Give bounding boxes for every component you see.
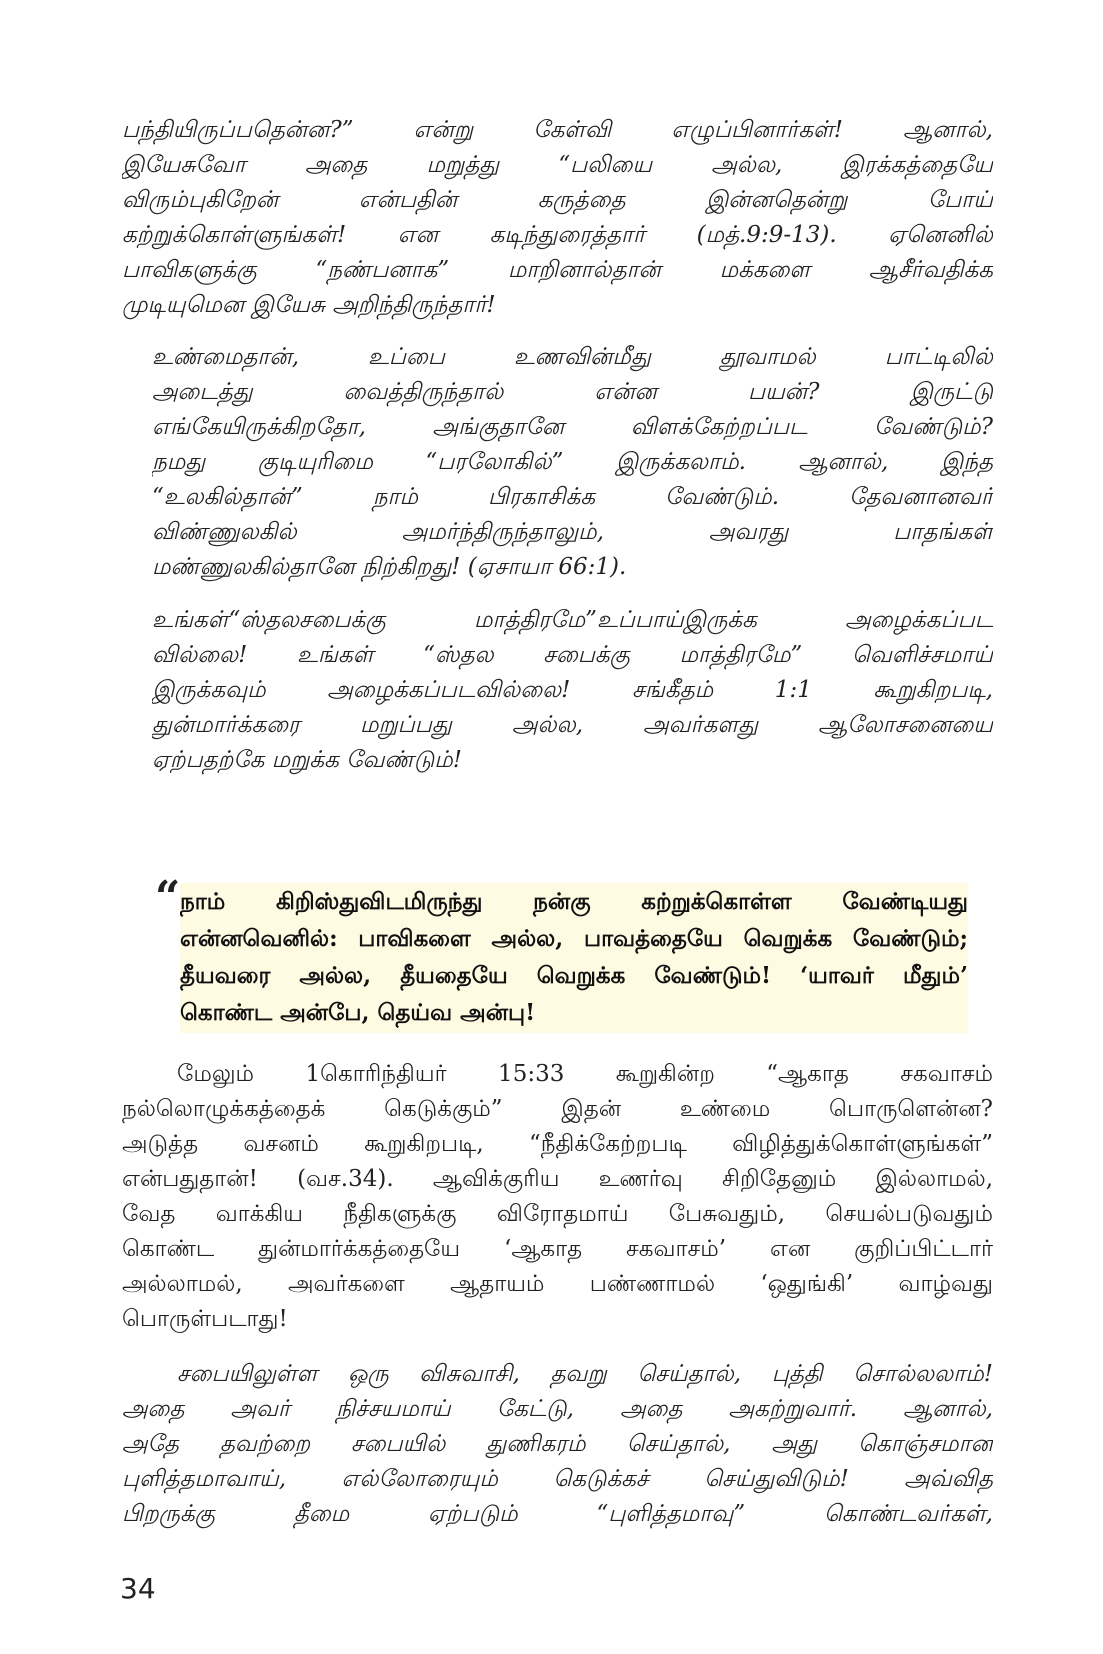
text-line: முடியுமென இயேசு அறிந்திருந்தார்! [122, 292, 496, 318]
text-line: கொண்ட துன்மார்க்கத்தையே ‘ஆகாத சகவாசம்’ என குறிப்பிட்டார் [122, 1236, 993, 1262]
text-line: உங்கள்“ஸ்தலசபைக்கு மாத்திரமே”உப்பாய்இருக்க அழைக்கப்பட [152, 607, 993, 633]
paragraph-1 [122, 113, 993, 323]
text-line: பிறருக்கு தீமை ஏற்படும் “புளித்தமாவு” கொண்டவர்கள், [122, 1501, 993, 1527]
highlighted-quote [180, 883, 968, 1033]
paragraph-3 [152, 603, 993, 778]
text-line: பந்தியிருப்பதென்ன?” என்று கேள்வி எழுப்பினார்கள்! ஆனால், [122, 117, 993, 143]
text-line: ஏற்பதற்கே மறுக்க வேண்டும்! [152, 747, 463, 773]
text-line: துன்மார்க்கரை மறுப்பது அல்ல, அவர்களது ஆலோசனையை [152, 712, 993, 738]
text-line: அதை அவர் நிச்சயமாய் கேட்டு, அதை அகற்றுவார். ஆனால், [122, 1396, 993, 1422]
text-line: நல்லொழுக்கத்தைக் கெடுக்கும்” இதன் உண்மை பொருளென்ன? [122, 1096, 993, 1122]
text-line: மண்ணுலகில்தானே நிற்கிறது! (ஏசாயா 66:1). [152, 554, 627, 580]
text-line: இயேசுவோ அதை மறுத்து “பலியை அல்ல, இரக்கத்தையே [122, 152, 993, 178]
text-line: உண்மைதான், உப்பை உணவின்மீது தூவாமல் பாட்டிலில் [152, 344, 993, 370]
text-line: அதே தவற்றை சபையில் துணிகரம் செய்தால், அது கொஞ்சமான [122, 1431, 993, 1457]
text-line: விரும்புகிறேன் என்பதின் கருத்தை இன்னதென்று போய் [122, 187, 993, 213]
text-line: சபையிலுள்ள ஒரு விசுவாசி, தவறு செய்தால், புத்தி சொல்லலாம்! [177, 1361, 993, 1387]
quote-line: என்னவெனில்: பாவிகளை அல்ல, பாவத்தையே வெறுக்க வேண்டும்; [180, 925, 968, 952]
text-line: “உலகில்தான்” நாம் பிரகாசிக்க வேண்டும். தேவனானவர் [152, 484, 993, 510]
quote-mark: “ [155, 872, 181, 923]
quote-line: கொண்ட அன்பே, தெய்வ அன்பு! [180, 999, 536, 1026]
text-line: வேத வாக்கிய நீதிகளுக்கு விரோதமாய் பேசுவதும், செயல்படுவதும் [122, 1201, 993, 1227]
paragraph-4 [122, 1057, 993, 1337]
text-line: புளித்தமாவாய், எல்லோரையும் கெடுக்கச் செய்துவிடும்! அவ்வித [122, 1466, 993, 1492]
text-line: இருக்கவும் அழைக்கப்படவில்லை! சங்கீதம் 1:1 கூறுகிறபடி, [152, 677, 993, 703]
text-line: பாவிகளுக்கு “நண்பனாக” மாறினால்தான் மக்களை ஆசீர்வதிக்க [122, 257, 993, 283]
text-line: அடைத்து வைத்திருந்தால் என்ன பயன்? இருட்டு [152, 379, 993, 405]
text-line: வில்லை! உங்கள் “ஸ்தல சபைக்கு மாத்திரமே” வெளிச்சமாய் [152, 642, 993, 668]
text-line: அல்லாமல், அவர்களை ஆதாயம் பண்ணாமல் ‘ஒதுங்கி’ வாழ்வது [122, 1271, 993, 1297]
page-number: 34 [120, 1572, 156, 1605]
text-line: கற்றுக்கொள்ளுங்கள்! என கடிந்துரைத்தார் (மத்.9:9-13). ஏனெனில் [122, 222, 993, 248]
text-line: விண்ணுலகில் அமர்ந்திருந்தாலும், அவரது பாதங்கள் [152, 519, 993, 545]
paragraph-5 [122, 1357, 993, 1532]
quote-line: தீயவரை அல்ல, தீயதையே வெறுக்க வேண்டும்! ‘யாவர் மீதும்’ [180, 962, 968, 989]
text-line: அடுத்த வசனம் கூறுகிறபடி, “நீதிக்கேற்றபடி விழித்துக்கொள்ளுங்கள்” [122, 1131, 993, 1157]
text-line: மேலும் 1கொரிந்தியர் 15:33 கூறுகின்ற “ஆகாத சகவாசம் [177, 1061, 993, 1087]
text-line: எங்கேயிருக்கிறதோ, அங்குதானே விளக்கேற்றப்பட வேண்டும்? [152, 414, 993, 440]
text-line: நமது குடியுரிமை “பரலோகில்” இருக்கலாம். ஆனால், இந்த [152, 449, 993, 475]
text-line: பொருள்படாது! [122, 1306, 288, 1332]
text-line: என்பதுதான்! (வச.34). ஆவிக்குரிய உணர்வு சிறிதேனும் இல்லாமல், [122, 1166, 993, 1192]
quote-line: நாம் கிறிஸ்துவிடமிருந்து நன்கு கற்றுக்கொள்ள வேண்டியது [180, 888, 968, 915]
paragraph-2 [152, 340, 993, 585]
